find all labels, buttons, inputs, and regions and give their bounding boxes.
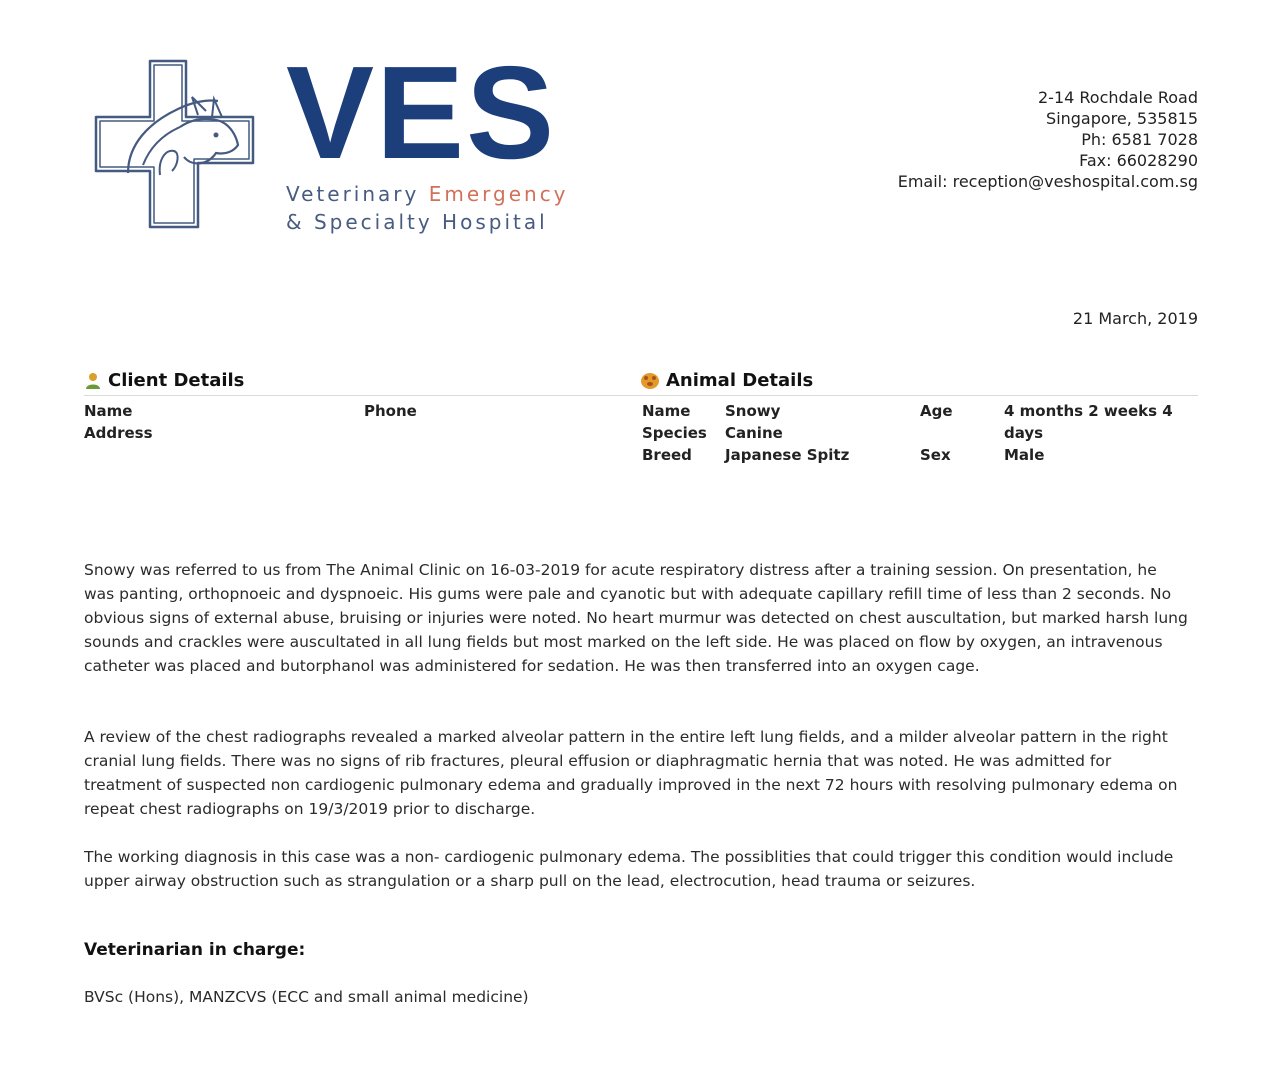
animal-sex-value: Male (1004, 446, 1045, 464)
client-details-heading (84, 370, 244, 391)
veterinarian-heading: Veterinarian in charge: (84, 940, 306, 960)
logo-subtitle-2: & Specialty Hospital (286, 210, 548, 234)
logo-sub-veterinary: Veterinary (286, 182, 420, 206)
hospital-address (898, 87, 1198, 192)
animal-sex-label: Sex (920, 446, 951, 464)
client-details-title: Client Details (108, 370, 245, 391)
client-phone-label: Phone (364, 402, 417, 420)
logo-subtitle-1 (286, 180, 569, 208)
paragraph-presentation: Snowy was referred to us from The Animal Clinic on 16-03-2019 for acute respiratory distress after a training session. On presentation, he was panting, orthopnoeic and dyspnoeic. His gums were pale and cyanotic but with adequate capillary refill time of less than 2 seconds. No obvious signs of external abuse, bruising or injuries were noted. No heart murmur was detected on chest auscultation, but marked harsh lung sounds and crackles were auscultated in all lung fields but most marked on the left side. He was placed on flow by oxygen, an intravenous catheter was placed and butorphanol was administered for sedation. He was then transferred into an oxygen cage. (84, 561, 1188, 675)
cross-hand-dog-icon (88, 55, 268, 235)
address-fax: Fax: 66028290 (1079, 151, 1198, 170)
logo-wordmark: VES (286, 39, 557, 186)
animal-species-label: Species (642, 424, 707, 442)
address-city: Singapore, 535815 (1046, 109, 1198, 128)
animal-species-value: Canine (725, 424, 783, 442)
logo (286, 39, 569, 236)
animal-name-label: Name (642, 402, 691, 420)
animal-breed-value: Japanese Spitz (725, 446, 850, 464)
address-email: Email: reception@veshospital.com.sg (897, 172, 1198, 191)
person-icon (84, 372, 102, 390)
animal-age-value-2: days (1004, 424, 1044, 442)
address-phone: Ph: 6581 7028 (1081, 130, 1198, 149)
section-divider (84, 395, 1198, 396)
address-street: 2-14 Rochdale Road (1037, 88, 1198, 107)
paragraph-diagnosis: The working diagnosis in this case was a non- cardiogenic pulmonary edema. The possiblities that could trigger this condition would include upper airway obstruction such as strangulation or a sharp pull on the lead, electrocution, head trauma or seizures. (84, 848, 1174, 890)
letter-date: 21 March, 2019 (1072, 309, 1198, 328)
logo-sub-emergency: Emergency (428, 182, 569, 206)
paragraph-radiographs: A review of the chest radiographs revealed a marked alveolar pattern in the entire left lung fields, and a milder alveolar pattern in the right cranial lung fields. There was no signs of rib fractures, pleural effusion or diaphragmatic hernia that was noted. He was admitted for treatment of suspected non cardiogenic pulmonary edema and gradually improved in the next 72 hours with resolving pulmonary edema on repeat chest radiographs on 19/3/2019 prior to discharge. (84, 728, 1178, 818)
animal-age-value-1: 4 months 2 weeks 4 (1004, 402, 1173, 420)
animal-details-title: Animal Details (666, 370, 814, 391)
paw-icon (640, 372, 660, 390)
veterinarian-credentials: BVSc (Hons), MANZCVS (ECC and small animal medicine) (84, 988, 529, 1006)
client-address-label: Address (84, 424, 153, 442)
animal-name-value: Snowy (725, 402, 781, 420)
animal-age-label: Age (920, 402, 953, 420)
animal-breed-label: Breed (642, 446, 692, 464)
animal-details-heading (640, 370, 813, 391)
client-name-label: Name (84, 402, 133, 420)
